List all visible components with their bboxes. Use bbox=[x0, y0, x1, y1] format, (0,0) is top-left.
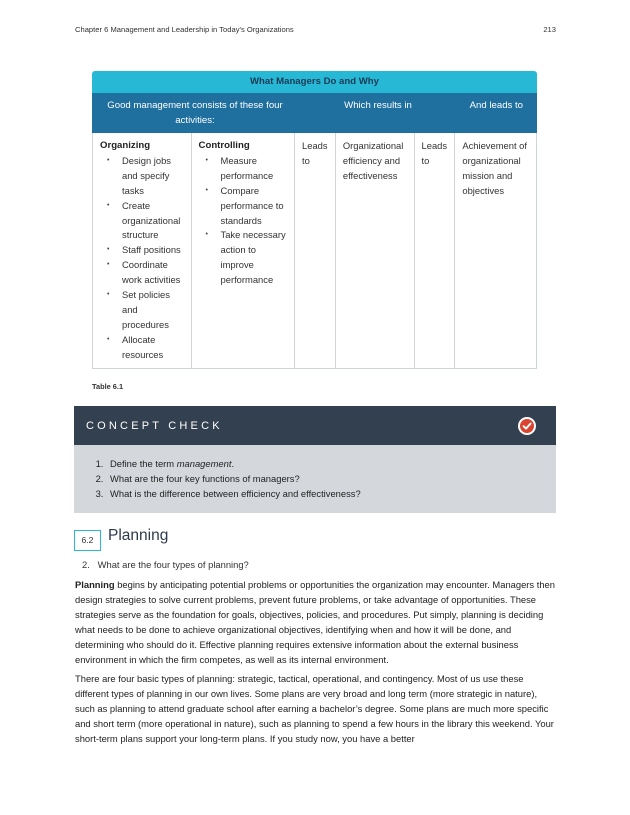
learning-objective: 2. What are the four types of planning? bbox=[82, 559, 249, 570]
page-number: 213 bbox=[543, 25, 556, 34]
table-header-leads: And leads to bbox=[469, 100, 523, 111]
table-cell-efficiency: Organizational efficiency and effectiveness bbox=[336, 133, 415, 368]
managers-table bbox=[92, 71, 537, 369]
table-header-results: Which results in bbox=[344, 100, 412, 111]
list-item: • Coordinate work activities bbox=[115, 258, 185, 288]
table-cell-leads-to-2: Leads to bbox=[415, 133, 456, 368]
controlling-heading: Controlling bbox=[198, 140, 250, 151]
concept-check-box bbox=[74, 406, 556, 513]
section-number-badge: 6.2 bbox=[74, 530, 101, 551]
organizing-heading: Organizing bbox=[100, 140, 151, 151]
concept-check-title: CONCEPT CHECK bbox=[86, 419, 223, 432]
section-title: Planning bbox=[108, 527, 169, 544]
table-title: What Managers Do and Why bbox=[92, 71, 537, 93]
chapter-title: Chapter 6 Management and Leadership in Today's Organizations bbox=[75, 25, 294, 34]
question-3: 3. What is the difference between efficiency and effectiveness? bbox=[106, 486, 556, 501]
table-cell-controlling bbox=[192, 133, 296, 368]
organizing-list bbox=[100, 154, 185, 363]
paragraph-types-of-planning: There are four basic types of planning: strategic, tactical, operational, and contingency. Most of us use these different types of planning in our own lives. Some plans are very broad and long term (more strategic in nature), such as planning to attend graduate school after earning a bachelor’s degree. Some plans are much more specific and short term (more operational in nature), such as planning to spend a few hours in the library this weekend. Your short-term plans support your long-term plans. If you study now, you have a better bbox=[75, 673, 554, 744]
list-item: • Take necessary action to improve performance bbox=[214, 228, 289, 288]
term-planning: Planning bbox=[75, 579, 115, 590]
concept-check-questions bbox=[74, 445, 556, 513]
list-item: • Create organizational structure bbox=[115, 199, 185, 244]
table-header-row bbox=[92, 93, 537, 133]
list-item: • Staff positions bbox=[115, 243, 185, 258]
term-management: management bbox=[176, 458, 232, 469]
table-header-activities: Good management consists of these four activities: bbox=[107, 100, 283, 126]
question-1: 1. Define the term management. bbox=[106, 456, 556, 471]
running-header bbox=[75, 25, 556, 34]
table-caption: Table 6.1 bbox=[92, 382, 124, 391]
table-cell-achievement: Achievement of organizational mission and objectives bbox=[462, 140, 527, 196]
table-body-row bbox=[92, 133, 537, 369]
list-item: • Allocate resources bbox=[115, 333, 185, 363]
question-2: 2. What are the four key functions of managers? bbox=[106, 471, 556, 486]
list-item: • Set policies and procedures bbox=[115, 288, 185, 333]
list-item: • Design jobs and specify tasks bbox=[115, 154, 185, 199]
paragraph-planning: Planning begins by anticipating potential problems or opportunities the organization may encounter. Managers then design strategies to solve current problems, prevent future problems, or take advantage of opportunities. These strategies serve as the foundation for goals, objectives, policies, and procedures. Put simply, planning is deciding what needs to be done to achieve organizational objectives, identifying when and how it will be done, and determining who should do it. Effective planning requires extensive information about the external business environment in which the firm competes, as well as its internal environment. bbox=[75, 579, 555, 665]
list-item: • Compare performance to standards bbox=[214, 184, 289, 229]
controlling-list bbox=[199, 154, 289, 288]
list-item: • Measure performance bbox=[214, 154, 289, 184]
table-cell-leads-to-1: Leads to bbox=[295, 133, 336, 368]
table-cell-organizing bbox=[93, 133, 192, 368]
check-circle-icon bbox=[518, 417, 536, 435]
concept-check-header bbox=[74, 406, 556, 445]
